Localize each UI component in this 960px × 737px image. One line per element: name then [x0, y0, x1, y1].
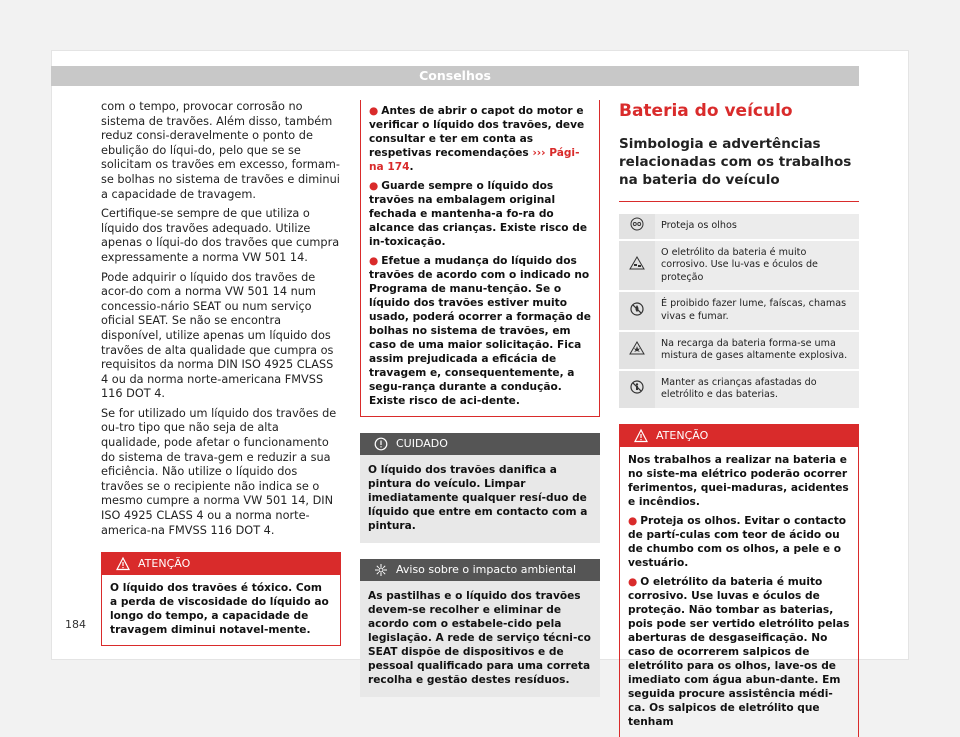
info-circle-icon	[374, 437, 388, 451]
warning-box	[101, 552, 341, 646]
explosive-icon	[629, 341, 645, 355]
symbol-description: Manter as crianças afastadas do eletrólito e das baterias.	[655, 371, 859, 408]
paragraph: com o tempo, provocar corrosão no sistema de travões. Além disso, também reduz consi-deravelmente o ponto de ebulição do líqui-do, pelo que se se solicitam os travões em excesso, formam-se bolhas no sistema de travões e diminui a capacidade de travagem.	[101, 100, 340, 201]
symbol-description: Proteja os olhos	[655, 214, 859, 239]
warning-label: ATENÇÃO	[656, 428, 709, 442]
keep-children-away-icon	[630, 380, 644, 394]
environment-text: As pastilhas e o líquido dos travões devem-se recolher e eliminar de acordo com o estabele-cido pela legislação. A rede de serviço técni-co SEAT dispõe de dispositivos e de pessoal qualificado para uma correta recolha e gestão destes resíduos.	[368, 590, 591, 686]
battery-warning-content	[620, 447, 858, 737]
page-header: Conselhos	[51, 66, 859, 86]
column-middle	[360, 100, 600, 697]
no-fire-icon	[630, 302, 644, 316]
paragraph: Se for utilizado um líquido dos travões de ou-tro tipo que não seja de alta qualidade, pode afetar o funcionamento do sistema de trava-gem e reduzir a sua eficiência. Não utilize o líquido dos travões se o recipiente não indica se o mesmo cumpre a norma VW 501 14, DIN ISO 4925 CLASS 4 ou a norma norte-america-na FMVSS 116 DOT 4.	[101, 406, 337, 537]
section-subtitle: Simbologia e advertências relacionadas com os trabalhos na bateria do veículo	[619, 135, 859, 202]
column-left	[101, 100, 341, 646]
warning-bar	[102, 553, 340, 575]
warning-text: O líquido dos travões é tóxico. Com a perda de viscosidade do líquido ao longo do tempo, a capacidade de travagem diminui notavel-mente.	[110, 582, 329, 637]
symbol-description: Na recarga da bateria forma-se uma mistura de gases altamente explosiva.	[655, 332, 859, 369]
table-row	[619, 292, 859, 329]
warning-triangle-icon	[116, 557, 130, 571]
warning-intro: Nos trabalhos a realizar na bateria e no siste-ma elétrico poderão ocorrer ferimentos, quei-maduras, acidentes e incêndios.	[628, 453, 849, 508]
column-right	[619, 100, 859, 737]
table-row	[619, 241, 859, 291]
paragraph: Pode adquirir o líquido dos travões de acor-do com a norma VW 501 14 num concessio-nário SEAT ou num serviço oficial SEAT. Se não se encontra disponível, utilize apenas um líquido dos travões de alta qualidade que cumpra os requisitos da norma DIN ISO 4925 CLASS 4 ou da norma norte-americana FMVSS 116 DOT 4.	[101, 270, 334, 401]
list-item: ● O eletrólito da bateria é muito corrosivo. Use luvas e óculos de proteção. Não tombar as baterias, pois pode ser vertido eletrólito pelas aberturas de desgaseificação. No caso de ocorrerem salpicos de eletrólito para os olhos, lave-os de imediato com água abun-dante. Em seguida procure assistência médi-ca. Os salpicos de eletrólito que tenham	[628, 575, 850, 728]
environment-box	[360, 559, 600, 697]
list-item: ● Antes de abrir o capot do motor e verificar o líquido dos travões, deve consultar e ter em conta as respetivas recomendações ››› Pági-na 174.	[369, 105, 585, 173]
section-title: Bateria do veículo	[619, 101, 793, 121]
bullet-icon: ●	[369, 105, 379, 117]
symbol-description: É proibido fazer lume, faíscas, chamas vivas e fumar.	[655, 292, 859, 329]
warning-label: ATENÇÃO	[138, 557, 191, 571]
battery-warning-box	[619, 424, 859, 737]
corrosive-icon	[629, 256, 645, 270]
list-item: ● Guarde sempre o líquido dos travões na embalagem original fechada e mantenha-a fo-ra do alcance das crianças. Existe risco de in-toxicação.	[369, 180, 588, 248]
caution-box	[360, 433, 600, 543]
caution-bar	[360, 433, 600, 455]
page-number: 184	[65, 618, 86, 631]
symbols-table	[619, 212, 859, 410]
paragraph: Certifique-se sempre de que utiliza o líquido dos travões adequado. Utilize apenas o líqui-do dos travões que cumpra expressamente a norma VW 501 14.	[101, 207, 340, 264]
symbol-description: O eletrólito da bateria é muito corrosivo. Use lu-vas e óculos de proteção	[655, 241, 859, 291]
caution-text: O líquido dos travões danifica a pintura do veículo. Limpar imediatamente qualquer resí-duo de líquido que entre em contacto com a pintura.	[368, 464, 588, 532]
table-row	[619, 332, 859, 369]
page-link[interactable]: ››› Pági-na 174	[369, 147, 580, 173]
environment-bar	[360, 559, 600, 581]
table-row	[619, 371, 859, 408]
bullet-icon: ●	[369, 180, 379, 192]
caution-label: CUIDADO	[396, 437, 448, 450]
table-row	[619, 214, 859, 239]
bullet-icon: ●	[369, 255, 379, 267]
bullet-icon: ●	[628, 514, 638, 527]
warning-bar	[620, 425, 858, 447]
bullet-icon: ●	[628, 575, 638, 588]
list-item: ● Proteja os olhos. Evitar o contacto de partí-culas com teor de ácido ou de chumbo com os olhos, a pele e o vestuário.	[628, 514, 847, 569]
environment-label: Aviso sobre o impacto ambiental	[396, 563, 577, 576]
eye-protection-icon	[630, 217, 644, 231]
warning-triangle-icon	[634, 429, 648, 443]
warning-list	[361, 100, 599, 416]
warning-continuation-box	[360, 100, 600, 417]
environment-leaf-icon	[374, 563, 388, 577]
list-item: ● Efetue a mudança do líquido dos travões de acordo com o indicado no Programa de manu-tenção. Se o líquido dos travões estiver muito usado, poderá ocorrer a formação de bolhas no sistema de travões, em caso de uma maior solicitação. Fica assim prejudicada a eficácia de travagem e, consequentemente, a segu-rança durante a condução. Existe risco de aci-dente.	[369, 255, 591, 407]
